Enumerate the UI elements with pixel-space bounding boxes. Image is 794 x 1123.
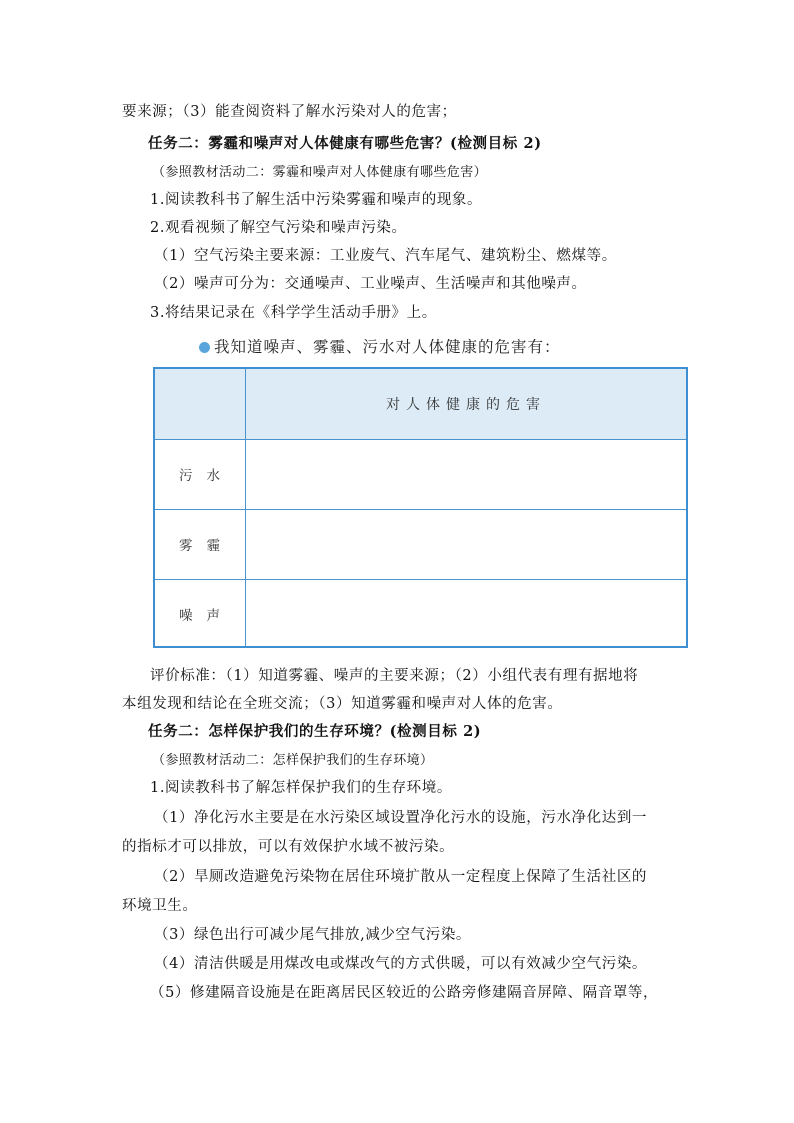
reference-note: （参照教材活动二：怎样保护我们的生存环境）: [152, 753, 434, 768]
reference-note: （参照教材活动二：雾霾和噪声对人体健康有哪些危害）: [152, 165, 488, 180]
figure-heading-text: 我知道噪声、雾霾、污水对人体健康的危害有：: [214, 338, 561, 356]
step-2: 2.观看视频了解空气污染和噪声污染。: [150, 220, 407, 236]
evaluation-criteria: 评价标准：（1）知道雾霾、噪声的主要来源；（2）小组代表有理有据地将: [150, 668, 639, 684]
activity-table-figure: [151, 331, 694, 650]
task3-item-1-cont: 的指标才可以排放，可以有效保护水域不被污染。: [122, 839, 455, 855]
task3-item-2: （2）旱厕改造避免污染物在居住环境扩散从一定程度上保障了生活社区的: [154, 869, 648, 885]
hazard-table: [153, 367, 688, 648]
step-2-item-1: （1）空气污染主要来源：工业废气、汽车尾气、建筑粉尘、燃煤等。: [154, 248, 617, 264]
task3-item-3: （3）绿色出行可减少尾气排放,减少空气污染。: [154, 927, 472, 943]
step-2-item-2: （2）噪声可分为：交通噪声、工业噪声、生活噪声和其他噪声。: [154, 276, 587, 292]
task3-item-2-cont: 环境卫生。: [122, 898, 198, 914]
step-1: 1.阅读教科书了解生活中污染雾霾和噪声的现象。: [150, 192, 483, 208]
bullet-dot-icon: [199, 342, 210, 353]
task3-step-1: 1.阅读教科书了解怎样保护我们的生存环境。: [150, 780, 452, 796]
column-header: 对人体健康的危害: [386, 397, 546, 413]
step-3: 3.将结果记录在《科学学生活动手册》上。: [150, 305, 437, 321]
row-label-noise: 噪声: [179, 608, 234, 624]
task3-item-1: （1）净化污水主要是在水污染区域设置净化污水的设施，污水净化达到一: [154, 810, 648, 826]
text-line: 要来源；（3）能查阅资料了解水污染对人的危害；: [122, 104, 457, 120]
figure-heading: [199, 337, 561, 357]
section-heading-task3: 任务二：怎样保护我们的生存环境？(检测目标 2): [148, 723, 482, 740]
task3-item-5: （5）修建隔音设施是在距离居民区较近的公路旁修建隔音屏障、隔音罩等，: [150, 985, 659, 1001]
section-heading-task2: 任务二：雾霾和噪声对人体健康有哪些危害？(检测目标 2): [148, 135, 542, 152]
row-label-smog: 雾霾: [179, 538, 234, 554]
task3-item-4: （4）清洁供暖是用煤改电或煤改气的方式供暖，可以有效减少空气污染。: [154, 956, 648, 972]
evaluation-criteria-cont: 本组发现和结论在全班交流；（3）知道雾霾和噪声对人体的危害。: [122, 696, 563, 712]
row-label-sewage: 污水: [179, 468, 234, 484]
